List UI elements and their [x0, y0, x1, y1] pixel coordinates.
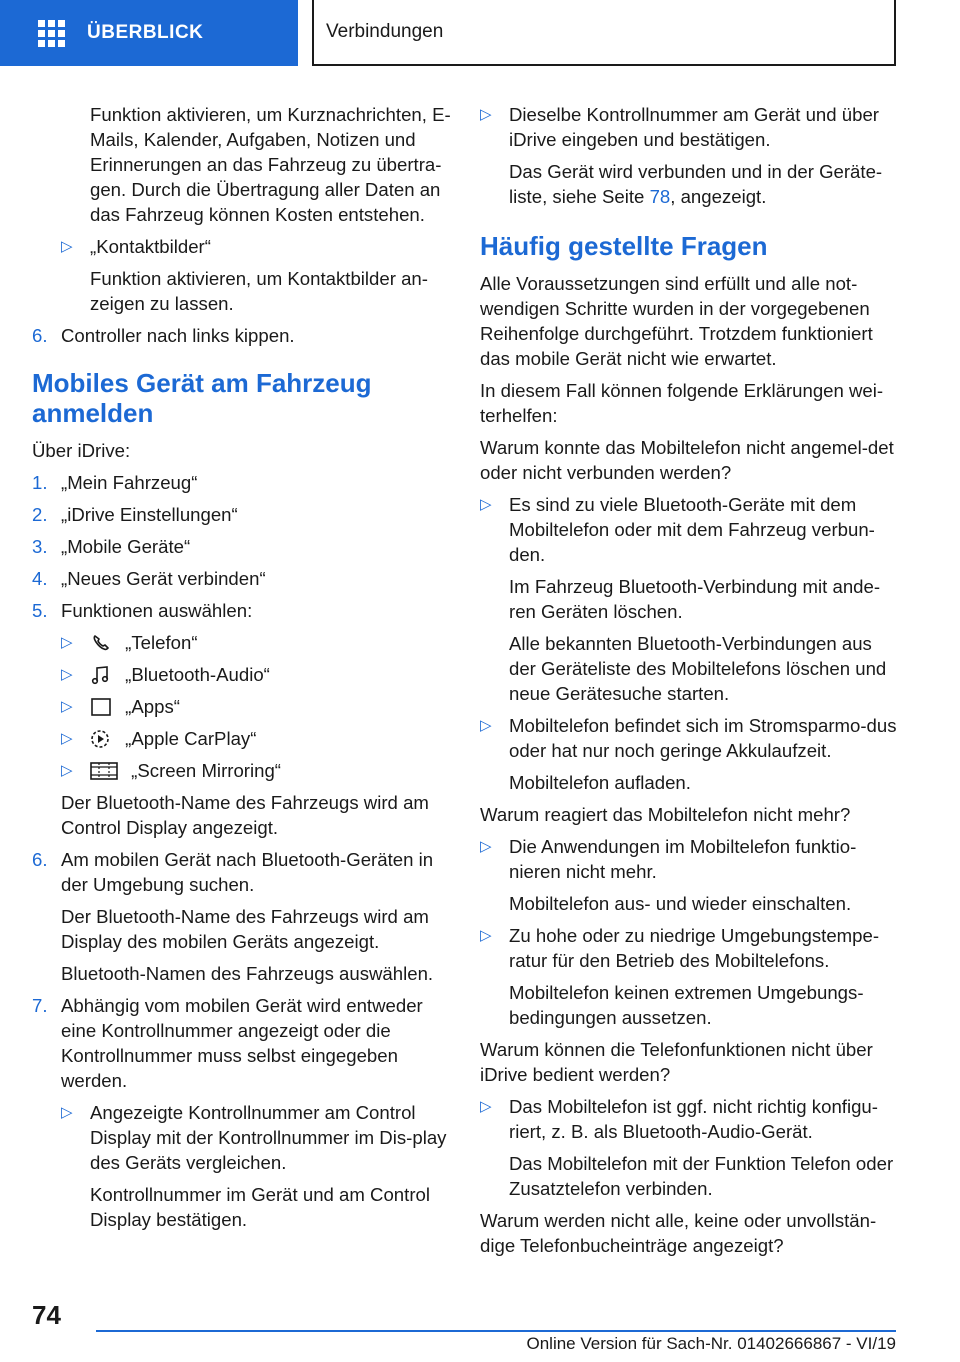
page-header — [0, 0, 960, 66]
paragraph — [480, 159, 900, 209]
question: Warum reagiert das Mobiltelefon nicht mehr? — [480, 804, 851, 825]
step-number: 2. — [32, 504, 48, 525]
function-label: „Apple CarPlay“ — [125, 728, 257, 749]
function-item-phone — [32, 630, 452, 655]
list-item-text: „Kontaktbilder“ — [90, 236, 211, 257]
step-item — [32, 502, 452, 527]
apps-square-icon — [90, 697, 112, 717]
step-item — [32, 566, 452, 591]
function-label: „Telefon“ — [125, 632, 198, 653]
overview-tab-label: ÜBERBLICK — [87, 22, 204, 43]
bullet-triangle-icon: ▷ — [480, 106, 492, 123]
paragraph: Funktion aktivieren, um Kurznachrichten, E-Mails, Kalender, Aufgaben, Notizen und Erinnerungen an das Fahrzeug zu übertra-gen. Durch die Übertragung aller Daten an das Fahrzeug können Kosten entstehen. — [90, 104, 451, 225]
footer-divider — [96, 1330, 896, 1332]
paragraph: Funktion aktivieren, um Kontaktbilder an-zeigen zu lassen. — [90, 268, 428, 314]
paragraph: Kontrollnummer im Gerät und am Control Display bestätigen. — [90, 1184, 430, 1230]
step-number: 3. — [32, 536, 48, 557]
paragraph: Alle Voraussetzungen sind erfüllt und alle not-wendigen Schritte wurden in der vorgegebenen Reihenfolge durchgeführt. Trotzdem funktioniert das mobile Gerät nicht wie erwartet. — [480, 273, 873, 369]
function-label: „Apps“ — [125, 696, 180, 717]
list-item — [480, 1094, 900, 1144]
step-number: 5. — [32, 600, 48, 621]
paragraph: Mobiltelefon keinen extremen Umgebungs-bedingungen aussetzen. — [509, 982, 864, 1028]
step-item — [32, 847, 452, 897]
step-item — [32, 534, 452, 559]
page-number: 74 — [32, 1300, 61, 1330]
overview-tab[interactable] — [0, 0, 298, 66]
music-note-icon — [90, 665, 112, 685]
step-text: Funktionen auswählen: — [61, 600, 253, 621]
paragraph: Das Mobiltelefon mit der Funktion Telefon oder Zusatztelefon verbinden. — [509, 1153, 894, 1199]
phone-icon — [90, 633, 112, 653]
list-item — [480, 923, 900, 973]
function-item-bluetooth-audio — [32, 662, 452, 687]
list-item — [480, 102, 900, 152]
text-segment: Das Gerät wird verbunden und in der Geräte-liste, siehe Seite — [509, 161, 883, 207]
paragraph: In diesem Fall können folgende Erklärungen wei-terhelfen: — [480, 380, 884, 426]
bullet-triangle-icon: ▷ — [61, 238, 73, 255]
paragraph: Der Bluetooth-Name des Fahrzeugs wird am Control Display angezeigt. — [61, 792, 429, 838]
bullet-triangle-icon: ▷ — [61, 1104, 73, 1121]
step-text: Abhängig vom mobilen Gerät wird entweder eine Kontrollnummer angezeigt oder die Kontrollnummer muss selbst eingegeben werden. — [61, 995, 423, 1091]
function-item-screen-mirroring — [32, 758, 452, 783]
list-item — [32, 1100, 452, 1175]
list-item-text: Die Anwendungen im Mobiltelefon funktio-nieren nicht mehr. — [509, 836, 857, 882]
bullet-triangle-icon: ▷ — [61, 634, 73, 651]
paragraph: Im Fahrzeug Bluetooth-Verbindung mit ande-ren Geräten löschen. — [509, 576, 881, 622]
function-label: „Screen Mirroring“ — [131, 760, 281, 781]
step-text: Controller nach links kippen. — [61, 325, 295, 346]
question: Warum konnte das Mobiltelefon nicht angemel-det oder nicht verbunden werden? — [480, 437, 894, 483]
step-item — [32, 598, 452, 623]
list-item-text: Mobiltelefon befindet sich im Stromsparmo-dus oder hat nur noch geringe Akkulaufzeit. — [509, 715, 897, 761]
question: Warum können die Telefonfunktionen nicht über iDrive bedient werden? — [480, 1039, 873, 1085]
step-item — [32, 993, 452, 1093]
section-title: Verbindungen — [326, 21, 444, 42]
list-item-text: Angezeigte Kontrollnummer am Control Display mit der Kontrollnummer im Dis-play des Geräts vergleichen. — [90, 1102, 447, 1173]
bullet-triangle-icon: ▷ — [480, 717, 492, 734]
screen-mirroring-icon — [90, 761, 118, 781]
step-item — [32, 470, 452, 495]
bullet-triangle-icon: ▷ — [480, 927, 492, 944]
question: Warum werden nicht alle, keine oder unvollstän-dige Telefonbucheinträge angezeigt? — [480, 1210, 877, 1256]
list-item-text: Dieselbe Kontrollnummer am Gerät und über iDrive eingeben und bestätigen. — [509, 104, 879, 150]
list-item — [480, 834, 900, 884]
step-item — [32, 323, 452, 348]
step-text: „Mein Fahrzeug“ — [61, 472, 198, 493]
list-item-text: Es sind zu viele Bluetooth-Geräte mit dem Mobiltelefon oder mit dem Fahrzeug verbun-den. — [509, 494, 875, 565]
page-reference-link[interactable]: 78 — [649, 186, 671, 207]
paragraph: Mobiltelefon aufladen. — [509, 772, 691, 793]
section-tab — [312, 0, 896, 66]
paragraph: Alle bekannten Bluetooth-Verbindungen aus der Geräteliste des Mobiltelefons löschen und neue Gerätesuche starten. — [509, 633, 887, 704]
bullet-triangle-icon: ▷ — [61, 698, 73, 715]
list-item-text: Zu hohe oder zu niedrige Umgebungstempe-ratur für den Betrieb des Mobiltelefons. — [509, 925, 880, 971]
paragraph: Über iDrive: — [32, 440, 131, 461]
step-text: „Neues Gerät verbinden“ — [61, 568, 266, 589]
section-heading: Häufig gestellte Fragen — [480, 231, 768, 261]
text-segment: , angezeigt. — [670, 186, 767, 207]
left-column — [32, 102, 452, 1239]
bullet-triangle-icon: ▷ — [480, 838, 492, 855]
function-item-apps — [32, 694, 452, 719]
bullet-triangle-icon: ▷ — [480, 496, 492, 513]
bullet-triangle-icon: ▷ — [61, 666, 73, 683]
step-number: 4. — [32, 568, 48, 589]
paragraph: Mobiltelefon aus- und wieder einschalten. — [509, 893, 852, 914]
step-text: Am mobilen Gerät nach Bluetooth-Geräten in der Umgebung suchen. — [61, 849, 434, 895]
list-item — [480, 713, 900, 763]
paragraph: Der Bluetooth-Name des Fahrzeugs wird am Display des mobilen Geräts angezeigt. — [61, 906, 429, 952]
footer-text: Online Version für Sach-Nr. 01402666867 - VI/19 — [526, 1334, 896, 1353]
right-column — [480, 102, 900, 1265]
list-item — [480, 492, 900, 567]
paragraph: Bluetooth-Namen des Fahrzeugs auswählen. — [61, 963, 434, 984]
bullet-triangle-icon: ▷ — [61, 730, 73, 747]
section-heading: Mobiles Gerät am Fahrzeug anmelden — [32, 368, 372, 428]
play-circle-icon — [90, 729, 112, 749]
step-text: „iDrive Einstellungen“ — [61, 504, 238, 525]
step-number: 1. — [32, 472, 48, 493]
bullet-triangle-icon: ▷ — [480, 1098, 492, 1115]
function-item-carplay — [32, 726, 452, 751]
step-text: „Mobile Geräte“ — [61, 536, 191, 557]
bullet-triangle-icon: ▷ — [61, 762, 73, 779]
step-number: 6. — [32, 325, 48, 346]
function-label: „Bluetooth-Audio“ — [125, 664, 270, 685]
grid-menu-icon — [38, 20, 65, 47]
step-number: 7. — [32, 995, 48, 1016]
list-item-text: Das Mobiltelefon ist ggf. nicht richtig konfigu-riert, z. B. als Bluetooth-Audio-Gerät. — [509, 1096, 878, 1142]
step-number: 6. — [32, 849, 48, 870]
list-item — [32, 234, 452, 259]
